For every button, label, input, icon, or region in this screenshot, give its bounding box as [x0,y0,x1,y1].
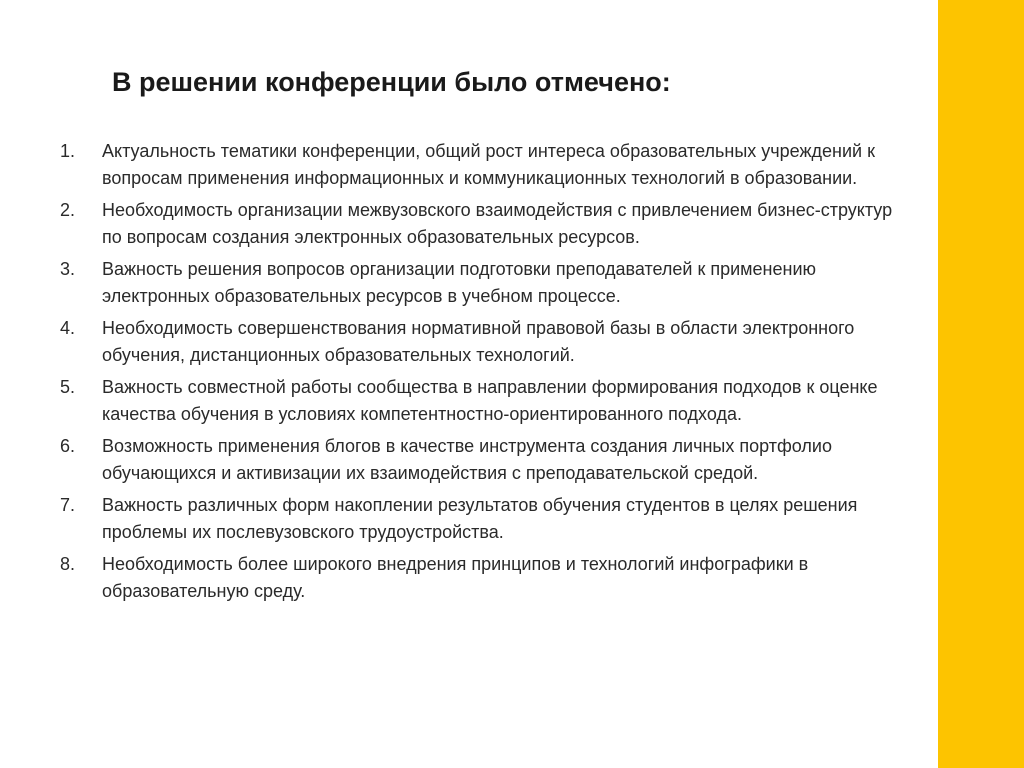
list-item [0,315,930,369]
list-item [0,551,930,605]
list-item-text: Актуальность тематики конференции, общий рост интереса образовательных учреждений к вопросам применения информационных и коммуникационных технологий в образовании. [102,141,875,188]
list-item [0,492,930,546]
list-item [0,374,930,428]
list-item-text: Важность совместной работы сообщества в направлении формирования подходов к оценке качества обучения в условиях компетентностно-ориентированного подхода. [102,377,878,424]
list-item-text: Необходимость организации межвузовского взаимодействия с привлечением бизнес-структур по вопросам создания электронных образовательных ресурсов. [102,200,893,247]
list-item [0,433,930,487]
list-item-text: Возможность применения блогов в качестве инструмента создания личных портфолио обучающихся и активизации их взаимодействия с преподавательской средой. [102,436,832,483]
conclusions-list [0,138,930,610]
accent-bar [938,0,1024,768]
list-item [0,197,930,251]
list-item-number: 2. [60,200,76,220]
list-item-text: Важность решения вопросов организации подготовки преподавателей к применению электронных образовательных ресурсов в учебном процессе. [102,259,817,306]
list-item [0,138,930,192]
list-item-number: 1. [60,141,76,161]
slide-title: В решении конференции было отмечено: [112,67,671,97]
list-item-number: 3. [60,259,76,279]
list-item-text: Необходимость совершенствования нормативной правовой базы в области электронного обучения, дистанционных образовательных технологий. [102,318,855,365]
list-item-number: 4. [60,318,76,338]
list-item-text: Необходимость более широкого внедрения принципов и технологий инфографики в образовательную среду. [102,554,809,601]
list-item-number: 8. [60,554,76,574]
list-item-number: 6. [60,436,76,456]
list-item-text: Важность различных форм накоплении результатов обучения студентов в целях решения проблемы их послевузовского трудоустройства. [102,495,858,542]
list-item-number: 5. [60,377,76,397]
list-item [0,256,930,310]
list-item-number: 7. [60,495,76,515]
